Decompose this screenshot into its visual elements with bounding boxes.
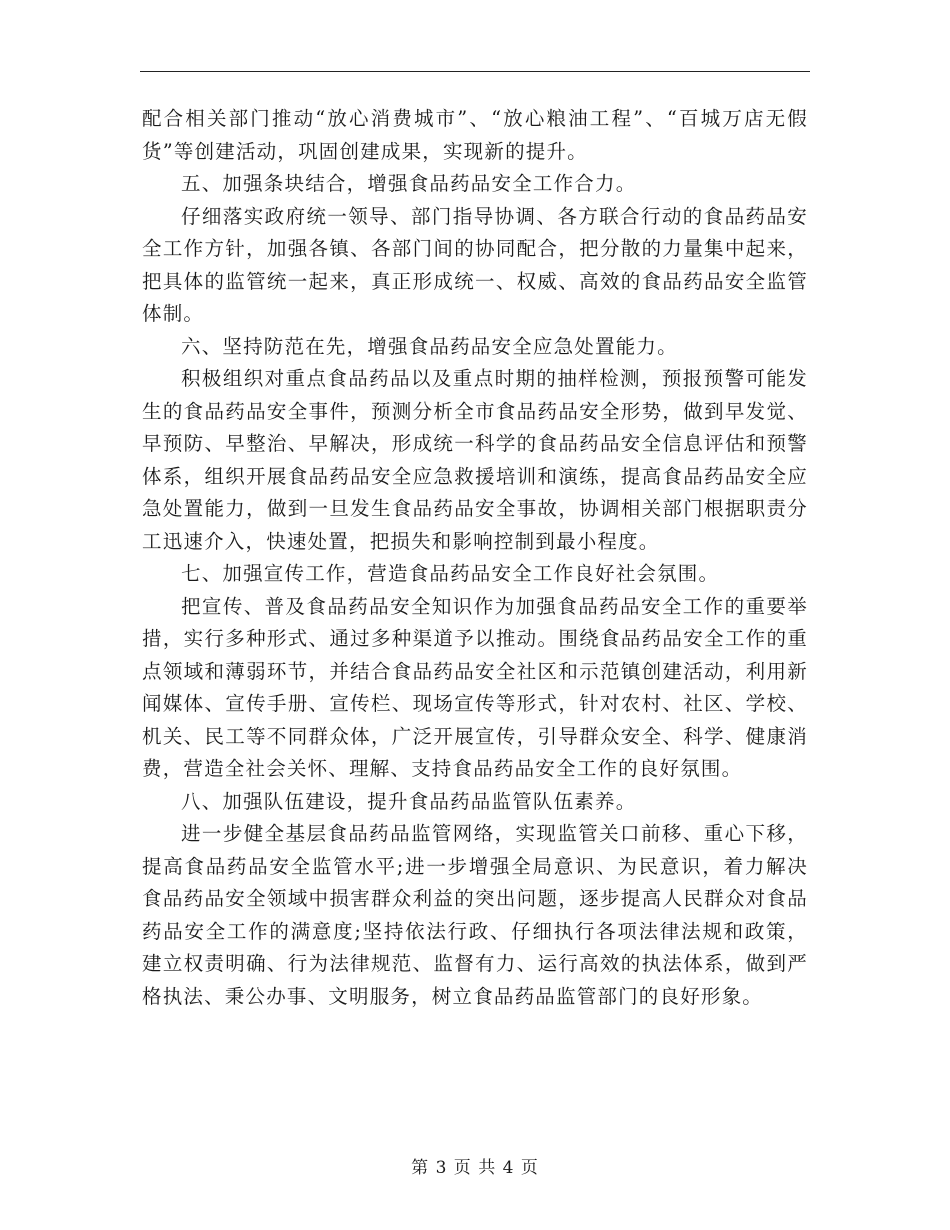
page-number-footer: 第 3 页 共 4 页 <box>411 1158 539 1178</box>
paragraph-section-8: 进一步健全基层食品药品监管网络，实现监管关口前移、重心下移，提高食品药品安全监管水平;进一步增强全局意识、为民意识，着力解决食品药品安全领域中损害群众利益的突出问题，逐步提高人民群众对食品药品安全工作的满意度;坚持依法行政、仔细执行各项法律法规和政策，建立权责明确、行为法律规范、监督有力、运行高效的执法体系，做到严格执法、秉公办事、文明服务，树立食品药品监管部门的良好形象。 <box>142 822 808 1008</box>
paragraph-section-7: 把宣传、普及食品药品安全知识作为加强食品药品安全工作的重要举措，实行多种形式、通过多种渠道予以推动。围绕食品药品安全工作的重点领域和薄弱环节，并结合食品药品安全社区和示范镇创建活动，利用新闻媒体、宣传手册、宣传栏、现场宣传等形式，针对农村、社区、学校、机关、民工等不同群众体，广泛开展宣传，引导群众安全、科学、健康消费，营造全社会关怀、理解、支持食品药品安全工作的良好氛围。 <box>142 594 808 780</box>
section-heading-8: 八、加强队伍建设，提升食品药品监管队伍素养。 <box>181 789 637 813</box>
section-heading-6: 六、坚持防范在先，增强食品药品安全应急处置能力。 <box>181 334 678 358</box>
paragraph-section-5: 仔细落实政府统一领导、部门指导协调、各方联合行动的食品药品安全工作方针，加强各镇、各部门间的协同配合，把分散的力量集中起来，把具体的监管统一起来，真正形成统一、权威、高效的食品药品安全监管体制。 <box>142 204 808 325</box>
paragraph-continuation: 配合相关部门推动“放心消费城市”、“放心粮油工程”、“百城万店无假货”等创建活动，巩固创建成果，实现新的提升。 <box>142 107 808 163</box>
paragraph-section-6: 积极组织对重点食品药品以及重点时期的抽样检测，预报预警可能发生的食品药品安全事件，预测分析全市食品药品安全形势，做到早发觉、早预防、早整治、早解决，形成统一科学的食品药品安全信息评估和预警体系，组织开展食品药品安全应急救援培训和演练，提高食品药品安全应急处置能力，做到一旦发生食品药品安全事故，协调相关部门根据职责分工迅速介入，快速处置，把损失和影响控制到最小程度。 <box>142 367 808 553</box>
document-body <box>142 103 808 1013</box>
section-heading-5: 五、加强条块结合，增强食品药品安全工作合力。 <box>181 172 637 195</box>
header-rule <box>140 71 810 72</box>
section-heading-7: 七、加强宣传工作，营造食品药品安全工作良好社会氛围。 <box>181 562 720 585</box>
